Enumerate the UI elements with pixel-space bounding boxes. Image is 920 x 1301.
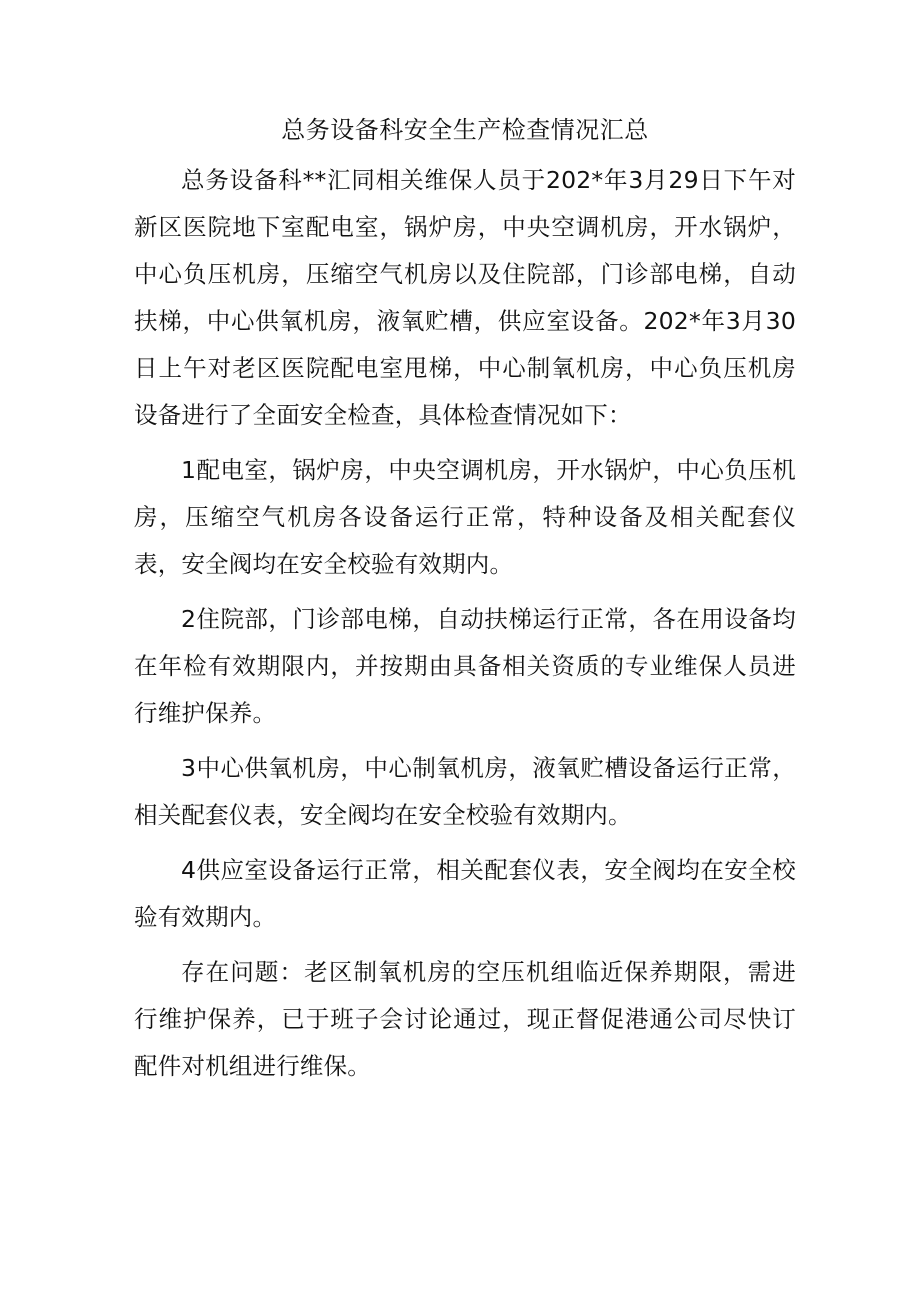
issues-paragraph: 存在问题：老区制氧机房的空压机组临近保养期限，需进行维护保养，已于班子会讨论通过，现正督促港通公司尽快订配件对机组进行维保。: [134, 958, 796, 1080]
finding-paragraph-3: 3中心供氧机房，中心制氧机房，液氧贮槽设备运行正常，相关配套仪表，安全阀均在安全校验有效期内。: [134, 754, 796, 829]
document-body: [134, 108, 796, 1090]
finding-paragraph-2: 2住院部，门诊部电梯，自动扶梯运行正常，各在用设备均在年检有效期限内，并按期由具备相关资质的专业维保人员进行维护保养。: [134, 605, 796, 727]
intro-paragraph: 总务设备科**汇同相关维保人员于202*年3月29日下午对新区医院地下室配电室，锅炉房，中央空调机房，开水锅炉，中心负压机房，压缩空气机房以及住院部，门诊部电梯，自动扶梯，中心供氧机房，液氧贮槽，供应室设备。202*年3月30日上午对老区医院配电室甩梯，中心制氧机房，中心负压机房设备进行了全面安全检查，具体检查情况如下：: [134, 166, 796, 429]
finding-paragraph-1: 1配电室，锅炉房，中央空调机房，开水锅炉，中心负压机房，压缩空气机房各设备运行正常，特种设备及相关配套仪表，安全阀均在安全校验有效期内。: [134, 456, 796, 578]
document-title: 总务设备科安全生产检查情况汇总: [281, 116, 649, 144]
finding-paragraph-4: 4供应室设备运行正常，相关配套仪表，安全阀均在安全校验有效期内。: [134, 856, 796, 931]
